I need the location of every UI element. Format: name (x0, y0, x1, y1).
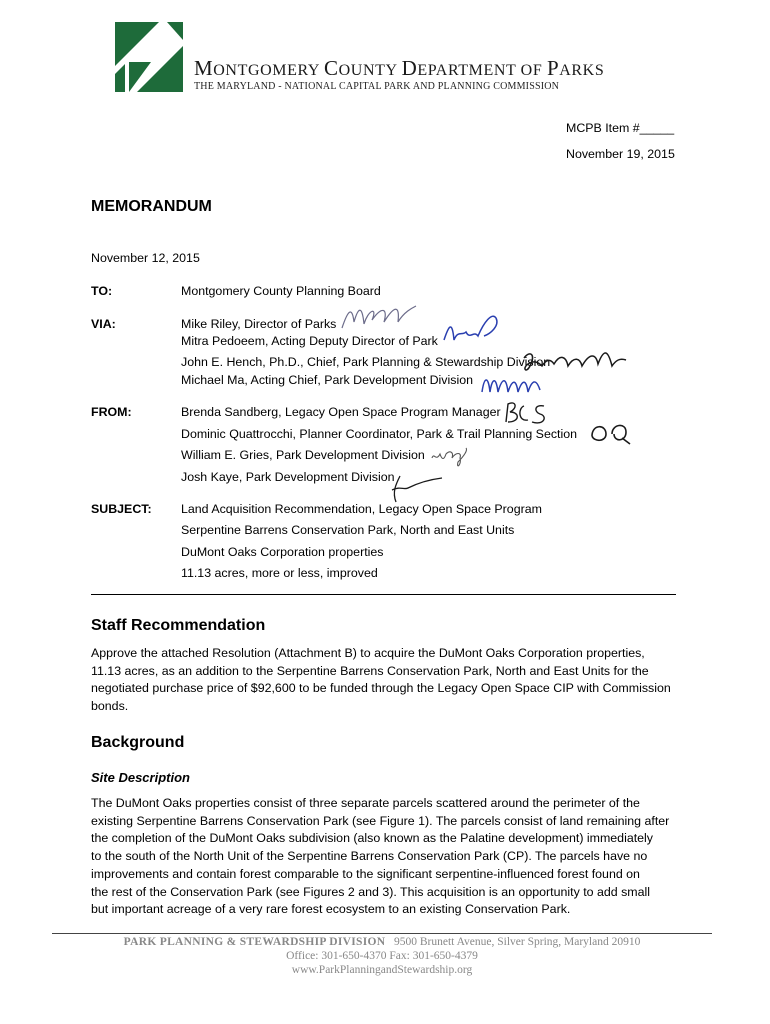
text-line: Approve the attached Resolution (Attachment B) to acquire the DuMont Oaks Corporation properties, (91, 646, 645, 660)
staff-recommendation-heading: Staff Recommendation (91, 617, 266, 634)
via-line-3: John E. Hench, Ph.D., Chief, Park Planning & Stewardship Division (181, 355, 551, 369)
text-line: existing Serpentine Barrens Conservation Park (see Figure 1). The parcels consist of land remaining after (91, 813, 670, 828)
agency-title-part: EPARTMENT OF (417, 62, 547, 79)
agency-title-part: M (194, 56, 214, 80)
signature-sandberg (500, 398, 550, 428)
agency-logo (115, 22, 183, 92)
footer-address: 9500 Brunett Avenue, Silver Spring, Maryland 20910 (393, 936, 641, 948)
text-line: but important acreage of a very rare forest ecosystem to an existing Conservation Park. (91, 902, 571, 917)
text-line: negotiated purchase price of $92,600 to be funded through the Legacy Open Space CIP with Commission (91, 681, 671, 696)
text-line: the completion of the DuMont Oaks subdivision (also known as the Palatine development) immediately (91, 831, 654, 846)
agency-subtitle: THE MARYLAND - NATIONAL CAPITAL PARK AND PLANNING COMMISSION (194, 81, 560, 92)
subject-line-1: Land Acquisition Recommendation, Legacy Open Space Program (181, 502, 542, 516)
agency-title (194, 56, 714, 81)
via-label: VIA: (91, 317, 116, 331)
agency-title-part: C (324, 56, 339, 80)
text-line: The DuMont Oaks properties consist of three separate parcels scattered around the perimeter of the (91, 796, 640, 810)
signature-kaye (386, 470, 446, 506)
text-line: bonds. (91, 699, 129, 714)
agency-title-part: D (401, 56, 418, 80)
subject-line-3: DuMont Oaks Corporation properties (181, 545, 384, 559)
subject-line-4: 11.13 acres, more or less, improved (181, 566, 378, 580)
section-divider (91, 594, 676, 595)
footer-divider (52, 933, 712, 934)
agency-title-part: OUNTY (338, 62, 402, 79)
from-line-2: Dominic Quattrocchi, Planner Coordinator, Park & Trail Planning Section (181, 427, 578, 441)
signature-ma (478, 368, 544, 398)
text-line: 11.13 acres, as an addition to the Serpentine Barrens Conservation Park, North and East Units for the (91, 663, 649, 678)
memo-date: November 12, 2015 (91, 251, 200, 265)
via-line-4: Michael Ma, Acting Chief, Park Development Division (181, 373, 473, 387)
subject-label: SUBJECT: (91, 502, 152, 516)
signature-quattrocchi (588, 416, 632, 446)
footer-division-line (52, 936, 712, 948)
footer-phones: Office: 301-650-4370 Fax: 301-650-4379 (286, 950, 478, 962)
text-line: the rest of the Conservation Park (see Figures 2 and 3). This acquisition is an opportunity to add small (91, 884, 651, 899)
meeting-date: November 19, 2015 (566, 147, 675, 161)
staff-recommendation-text (91, 645, 691, 716)
site-description-heading: Site Description (91, 770, 190, 785)
footer-web: www.ParkPlanningandStewardship.org (291, 964, 473, 976)
agency-title-part: ARKS (559, 62, 605, 79)
from-label: FROM: (91, 405, 132, 419)
from-line-4: Josh Kaye, Park Development Division (181, 470, 395, 484)
agency-title-part: ONTGOMERY (213, 62, 325, 79)
text-line: improvements and contain forest comparable to the significant serpentine-influenced forest found on (91, 866, 640, 881)
signature-riley (338, 300, 420, 334)
subject-line-2: Serpentine Barrens Conservation Park, North and East Units (181, 523, 515, 537)
memo-title: MEMORANDUM (91, 198, 212, 215)
mcpb-item: MCPB Item #_____ (566, 121, 675, 135)
signature-gries (428, 444, 472, 472)
via-line-1: Mike Riley, Director of Parks (181, 317, 337, 331)
via-line-2: Mitra Pedoeem, Acting Deputy Director of Park (181, 334, 438, 348)
text-line: to the south of the North Unit of the Serpentine Barrens Conservation Park (CP). The parcels have no (91, 849, 648, 864)
to-label: TO: (91, 284, 113, 298)
from-line-1: Brenda Sandberg, Legacy Open Space Program Manager (181, 405, 501, 419)
footer-division: PARK PLANNING & STEWARDSHIP DIVISION (123, 936, 386, 948)
from-line-3: William E. Gries, Park Development Division (181, 448, 425, 462)
site-description-text (91, 795, 691, 919)
background-heading: Background (91, 734, 185, 751)
agency-title-part: P (546, 56, 560, 80)
signature-pedoeem (440, 310, 502, 350)
to-value: Montgomery County Planning Board (181, 284, 381, 298)
